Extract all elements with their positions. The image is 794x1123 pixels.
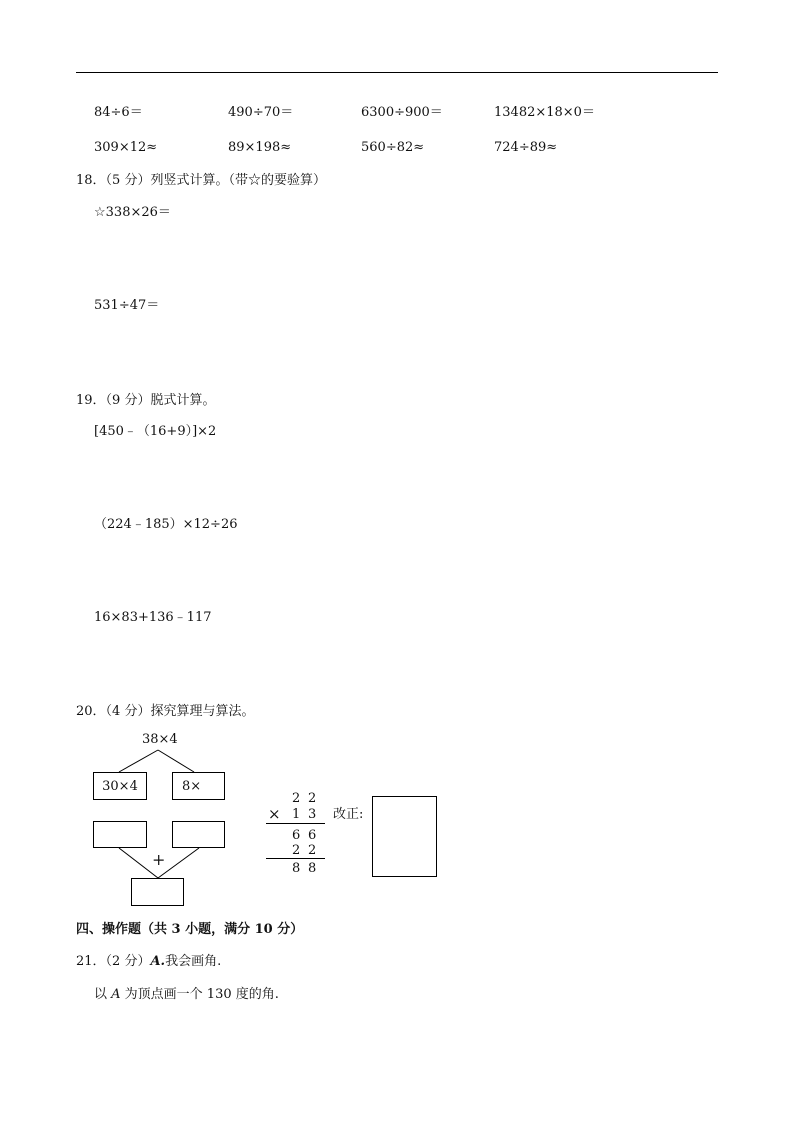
digit: 1 [292,807,301,822]
question-21-title [76,955,221,968]
oral-calc-item: 560÷82≈ [361,140,425,155]
question-18-title: 18．（5 分）列竖式计算。（带☆的要验算） [76,173,326,188]
question-21-letter: A. [150,954,166,969]
tree-left-blank-box[interactable] [93,821,147,848]
digit: 2 [292,791,301,806]
oral-calc-item: 490÷70＝ [228,105,294,120]
instruction-pre: 以 [94,987,112,1002]
tree-right-label: 8× [182,778,202,794]
question-19-title: 19．（9 分）脱式计算。 [76,393,216,408]
question-19-item: 16×83+136﹣117 [94,610,212,625]
digit: 2 [292,843,301,858]
question-18-item: ☆338×26＝ [94,205,171,220]
times-sign: × [268,805,281,823]
tree-right-box [172,772,225,800]
section-4-heading: 四、操作题（共 3 小题，满分 10 分） [76,922,304,937]
tree-left-label: 30×4 [102,778,138,794]
digit: 2 [308,843,317,858]
digit: 6 [292,828,301,843]
question-19-item: （224﹣185）×12÷26 [94,517,238,532]
question-21-instruction [94,988,279,1001]
vertical-rule [266,823,325,824]
plus-sign: + [152,850,166,869]
oral-calc-item: 89×198≈ [228,140,292,155]
question-19-item: [450﹣（16+9）]×2 [94,424,217,439]
digit: 8 [308,861,317,876]
instruction-post: 为顶点画一个 130 度的角. [120,987,279,1002]
oral-calc-item: 309×12≈ [94,140,158,155]
tree-right-blank-box[interactable] [172,821,225,848]
oral-calc-item: 13482×18×0＝ [494,105,595,120]
digit: 8 [292,861,301,876]
vertex-letter: A [111,987,121,1002]
correction-box[interactable] [372,796,437,877]
oral-calc-item: 724÷89≈ [494,140,558,155]
question-20-title: 20．（4 分）探究算理与算法。 [76,704,255,719]
oral-calc-item: 84÷6＝ [94,105,143,120]
digit: 3 [308,807,317,822]
tree-top-expression: 38×4 [142,732,178,747]
tree-result-blank-box[interactable] [131,878,184,906]
question-21-title-rest: 我会画角. [165,954,222,969]
digit: 2 [308,791,317,806]
question-21-prefix: 21．（2 分） [76,954,151,969]
correction-label: 改正: [333,807,364,822]
oral-calc-item: 6300÷900＝ [361,105,443,120]
vertical-rule [266,858,325,859]
digit: 6 [308,828,317,843]
question-18-item: 531÷47＝ [94,298,160,313]
tree-left-box [93,772,147,800]
